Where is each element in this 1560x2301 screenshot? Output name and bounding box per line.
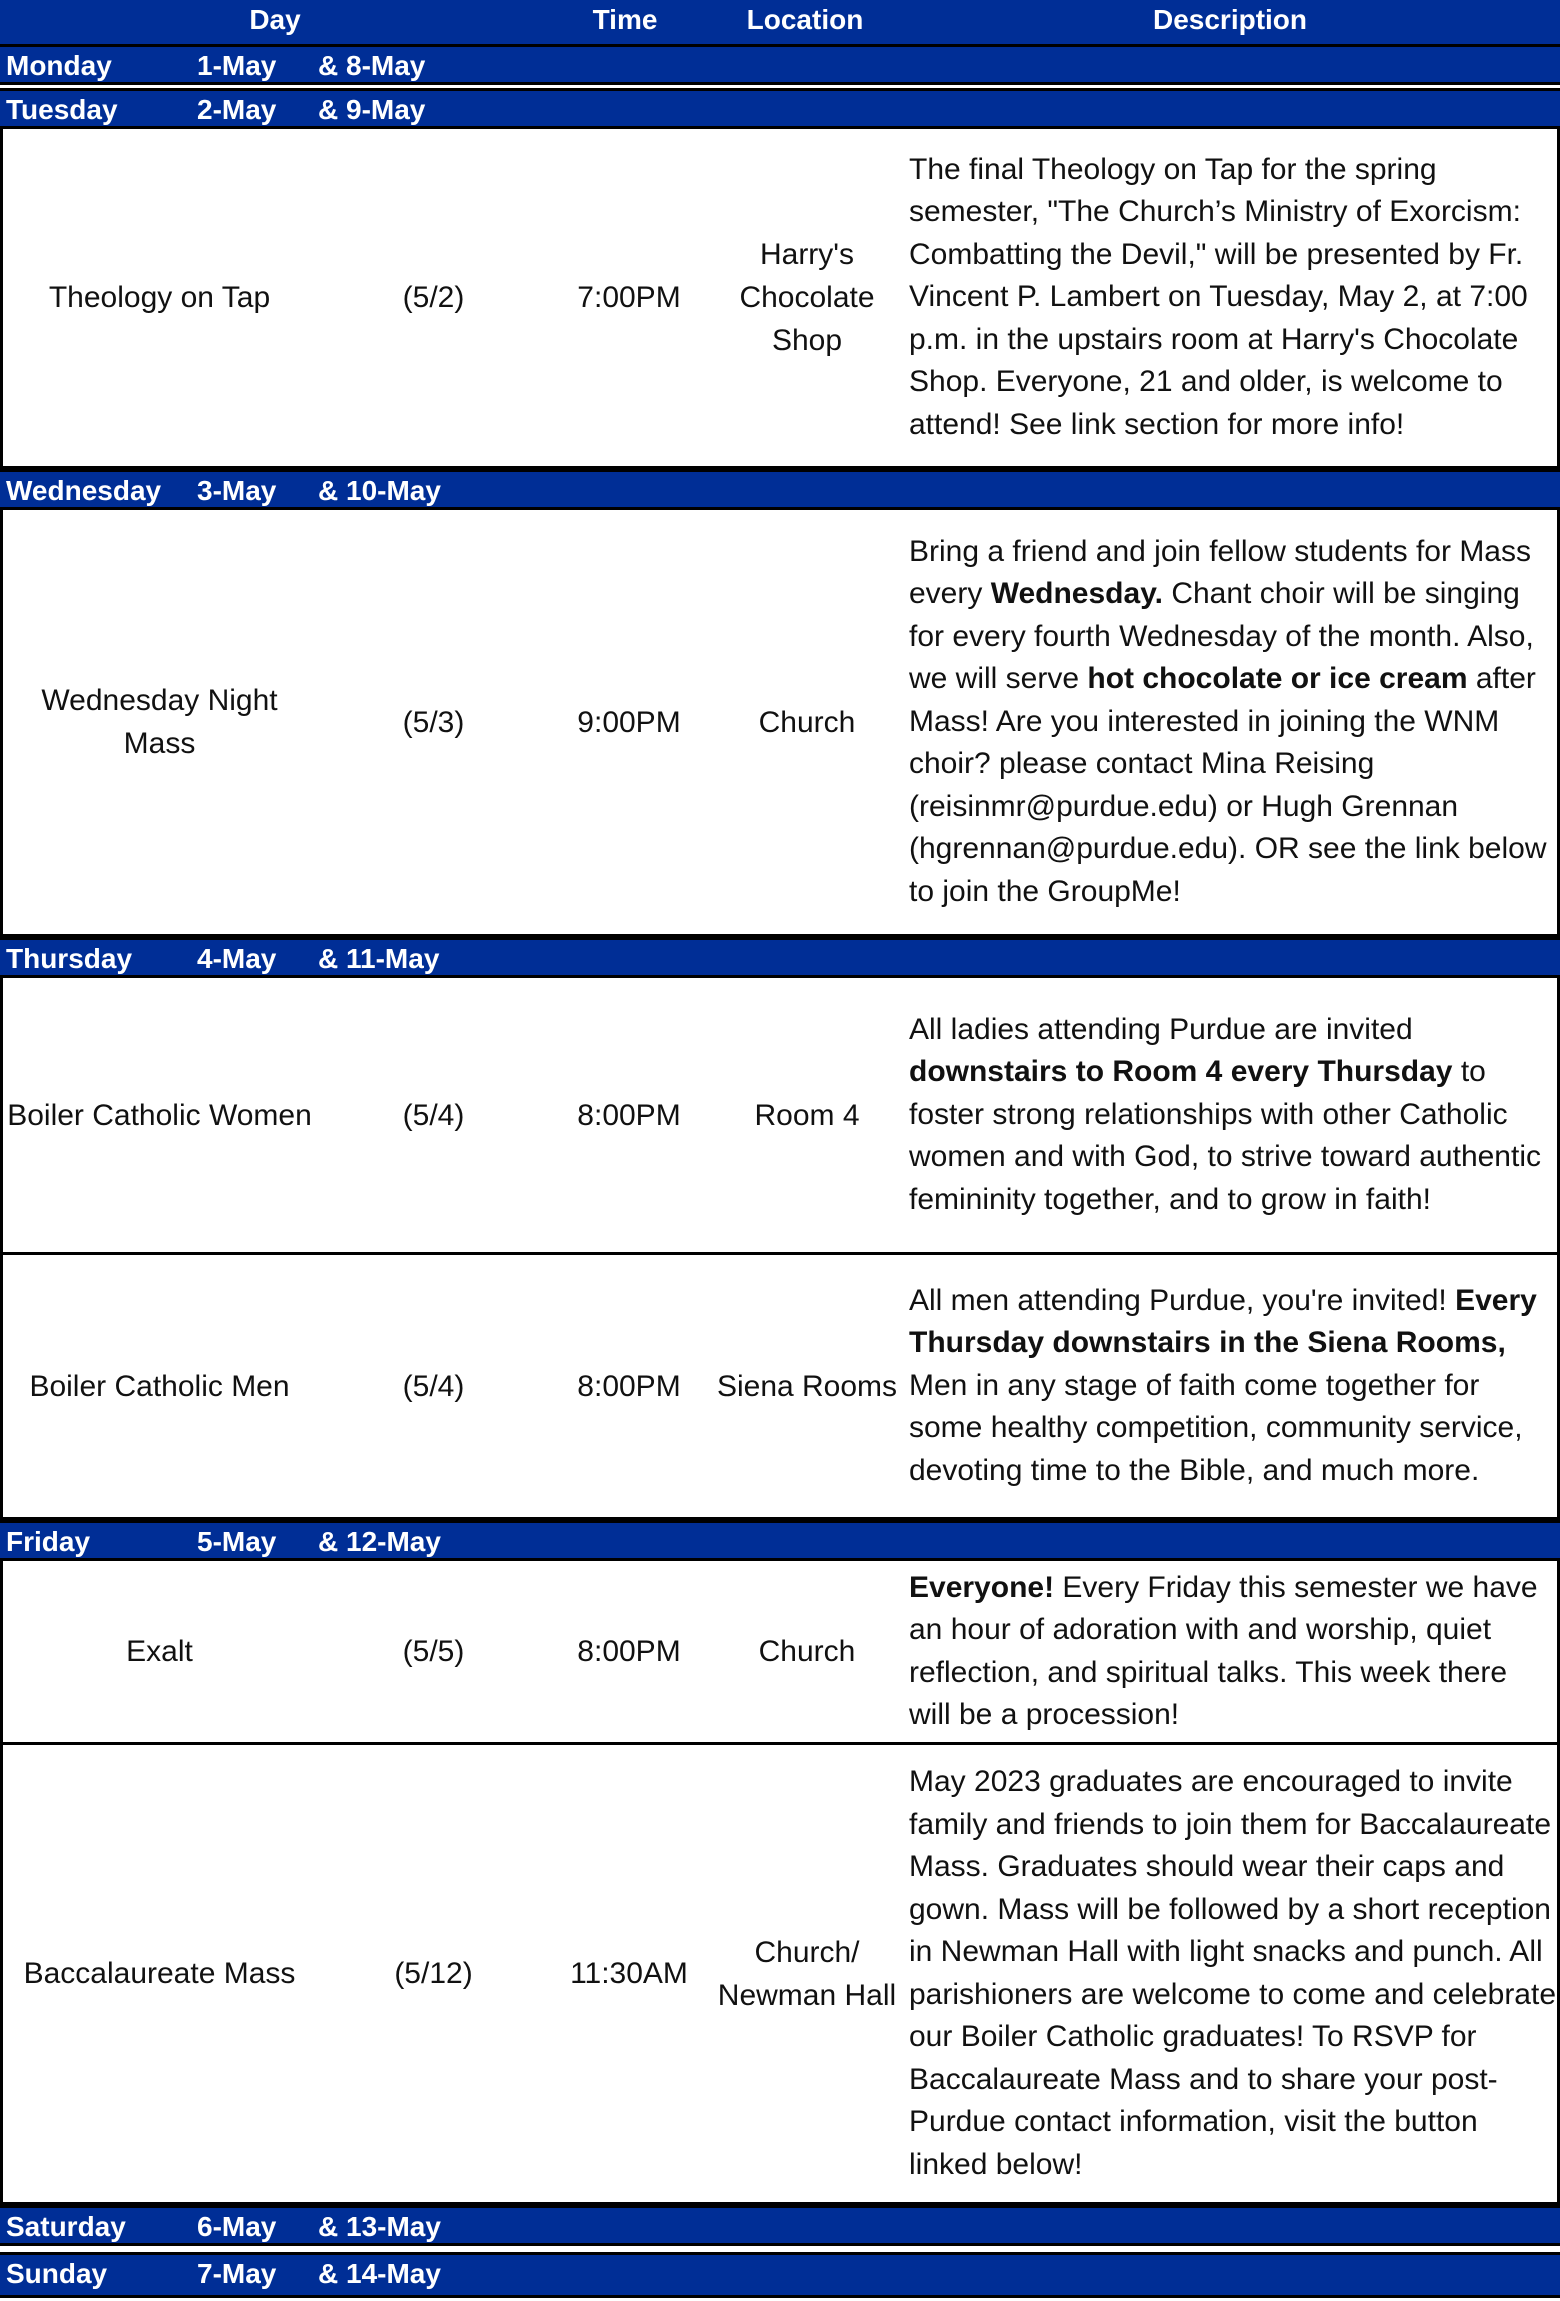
event-location: Church/ Newman Hall <box>717 1935 897 2012</box>
description-text <box>909 1280 1557 1493</box>
event-time: 8:00PM <box>577 1635 681 1668</box>
day-name: Thursday <box>6 943 133 974</box>
event-date: (5/2) <box>402 281 465 314</box>
desc-part: Every Friday this semester we have an hour of adoration with and worship, quiet reflection, and spiritual talks. This week there will be a procession! <box>909 1570 1538 1731</box>
event-description <box>909 978 1557 1252</box>
day-date-1: 7-May <box>197 2258 277 2289</box>
header-day: Day <box>249 4 301 35</box>
desc-part: Bring a friend and join fellow students for Mass every <box>909 534 1531 611</box>
event-location: Church <box>758 705 856 739</box>
event-description <box>909 510 1557 934</box>
event-name: Baccalaureate Mass <box>23 1957 296 1990</box>
event-date: (5/12) <box>394 1957 473 1990</box>
day-date-2: & 9-May <box>318 94 426 125</box>
event-description <box>909 1561 1557 1742</box>
desc-bold: downstairs to Room 4 every Thursday <box>909 1055 1453 1089</box>
day-row-tuesday <box>0 88 1560 129</box>
event-time: 8:00PM <box>577 1369 681 1403</box>
day-name: Wednesday <box>6 475 162 506</box>
description-text <box>909 1009 1557 1222</box>
day-date-2: & 14-May <box>318 2258 441 2289</box>
day-name: Tuesday <box>6 94 118 125</box>
event-time: 11:30AM <box>570 1957 688 1990</box>
day-row-friday <box>0 1520 1560 1561</box>
day-date-1: 6-May <box>197 2211 277 2242</box>
event-time: 9:00PM <box>577 705 681 739</box>
description-text: May 2023 graduates are encouraged to invite family and friends to join them for Baccalaureate Mass. Graduates should wear their caps and gown. Mass will be followed by a short reception in Newman Hall with light snacks and punch. All parishioners are welcome to come and celebrate our Boiler Catholic graduates! To RSVP for Baccalaureate Mass and to share your post-Purdue contact information, visit the button linked below! <box>909 1765 1557 2181</box>
event-description <box>909 1255 1557 1517</box>
event-date: (5/5) <box>402 1635 465 1668</box>
desc-bold: Everyone! <box>909 1570 1055 1604</box>
event-row-baccalaureate-mass <box>0 1745 1560 2205</box>
event-name: Wednesday Night Mass <box>41 684 278 760</box>
desc-bold: Wednesday. <box>990 577 1163 611</box>
desc-part: Men in any stage of faith come together for some healthy competition, community service, devoting time to the Bible, and much more. <box>909 1368 1523 1487</box>
day-name: Monday <box>6 50 112 81</box>
event-location: Room 4 <box>754 1098 860 1132</box>
day-row-thursday <box>0 937 1560 978</box>
event-row-theology-on-tap <box>0 129 1560 469</box>
desc-part: to foster strong relationships with other Catholic women and with God, to strive toward authentic femininity together, and to grow in faith! <box>909 1055 1541 1216</box>
day-date-2: & 8-May <box>318 50 426 81</box>
event-time: 8:00PM <box>577 1098 681 1132</box>
day-name: Sunday <box>6 2258 108 2289</box>
day-date-1: 3-May <box>197 475 277 506</box>
day-date-1: 4-May <box>197 943 277 974</box>
day-date-1: 5-May <box>197 1526 277 1557</box>
column-header-row <box>0 0 1560 44</box>
event-row-boiler-catholic-men <box>0 1255 1560 1520</box>
event-row-boiler-catholic-women <box>0 978 1560 1255</box>
event-date: (5/3) <box>402 705 465 739</box>
header-description: Description <box>1152 4 1308 35</box>
desc-part: after Mass! Are you interested in joining the WNM choir? please contact Mina Reising (reisinmr@purdue.edu) or Hugh Grennan (hgrennan@purdue.edu). OR see the link below to join the GroupMe! <box>909 662 1547 908</box>
event-date: (5/4) <box>402 1369 465 1403</box>
event-date: (5/4) <box>402 1098 465 1132</box>
event-location: Harry's Chocolate Shop <box>739 238 875 357</box>
desc-part: Chant choir will be singing for every fourth Wednesday of the month. Also, we will serve <box>909 577 1534 696</box>
event-name: Exalt <box>126 1635 193 1668</box>
day-date-1: 2-May <box>197 94 277 125</box>
event-description <box>909 1745 1557 2202</box>
header-time: Time <box>592 4 658 35</box>
description-text <box>909 1567 1557 1737</box>
header-location: Location <box>746 4 864 35</box>
description-text <box>909 531 1557 914</box>
event-row-wednesday-night-mass <box>0 510 1560 937</box>
desc-bold: hot chocolate or ice cream <box>1087 662 1468 696</box>
day-row-saturday <box>0 2205 1560 2246</box>
event-location: Siena Rooms <box>716 1369 898 1403</box>
event-location: Church <box>758 1635 856 1668</box>
desc-part: All men attending Purdue, you're invited! <box>909 1283 1456 1317</box>
event-time: 7:00PM <box>577 281 681 314</box>
day-date-2: & 12-May <box>318 1526 441 1557</box>
day-row-monday <box>0 44 1560 85</box>
day-date-2: & 11-May <box>318 943 440 974</box>
day-date-1: 1-May <box>197 50 277 81</box>
day-date-2: & 10-May <box>318 475 441 506</box>
event-name: Boiler Catholic Women <box>7 1098 312 1132</box>
desc-bold: Every Thursday downstairs in the Siena Rooms, <box>909 1283 1537 1360</box>
desc-part: All ladies attending Purdue are invited <box>909 1012 1413 1046</box>
event-name: Boiler Catholic Men <box>29 1369 290 1403</box>
day-row-sunday <box>0 2252 1560 2298</box>
day-name: Friday <box>6 1526 91 1557</box>
event-description <box>909 129 1557 466</box>
day-name: Saturday <box>6 2211 126 2242</box>
event-row-exalt <box>0 1561 1560 1745</box>
day-row-wednesday <box>0 469 1560 510</box>
day-date-2: & 13-May <box>318 2211 441 2242</box>
description-text: The final Theology on Tap for the spring semester, "The Church’s Ministry of Exorcism: Combatting the Devil," will be presented by Fr. Vincent P. Lambert on Tuesday, May 2, at 7:00 p.m. in the upstairs room at Harry's Chocolate Shop. Everyone, 21 and older, is welcome to attend! See link section for more info! <box>909 152 1528 441</box>
event-name: Theology on Tap <box>48 281 271 314</box>
